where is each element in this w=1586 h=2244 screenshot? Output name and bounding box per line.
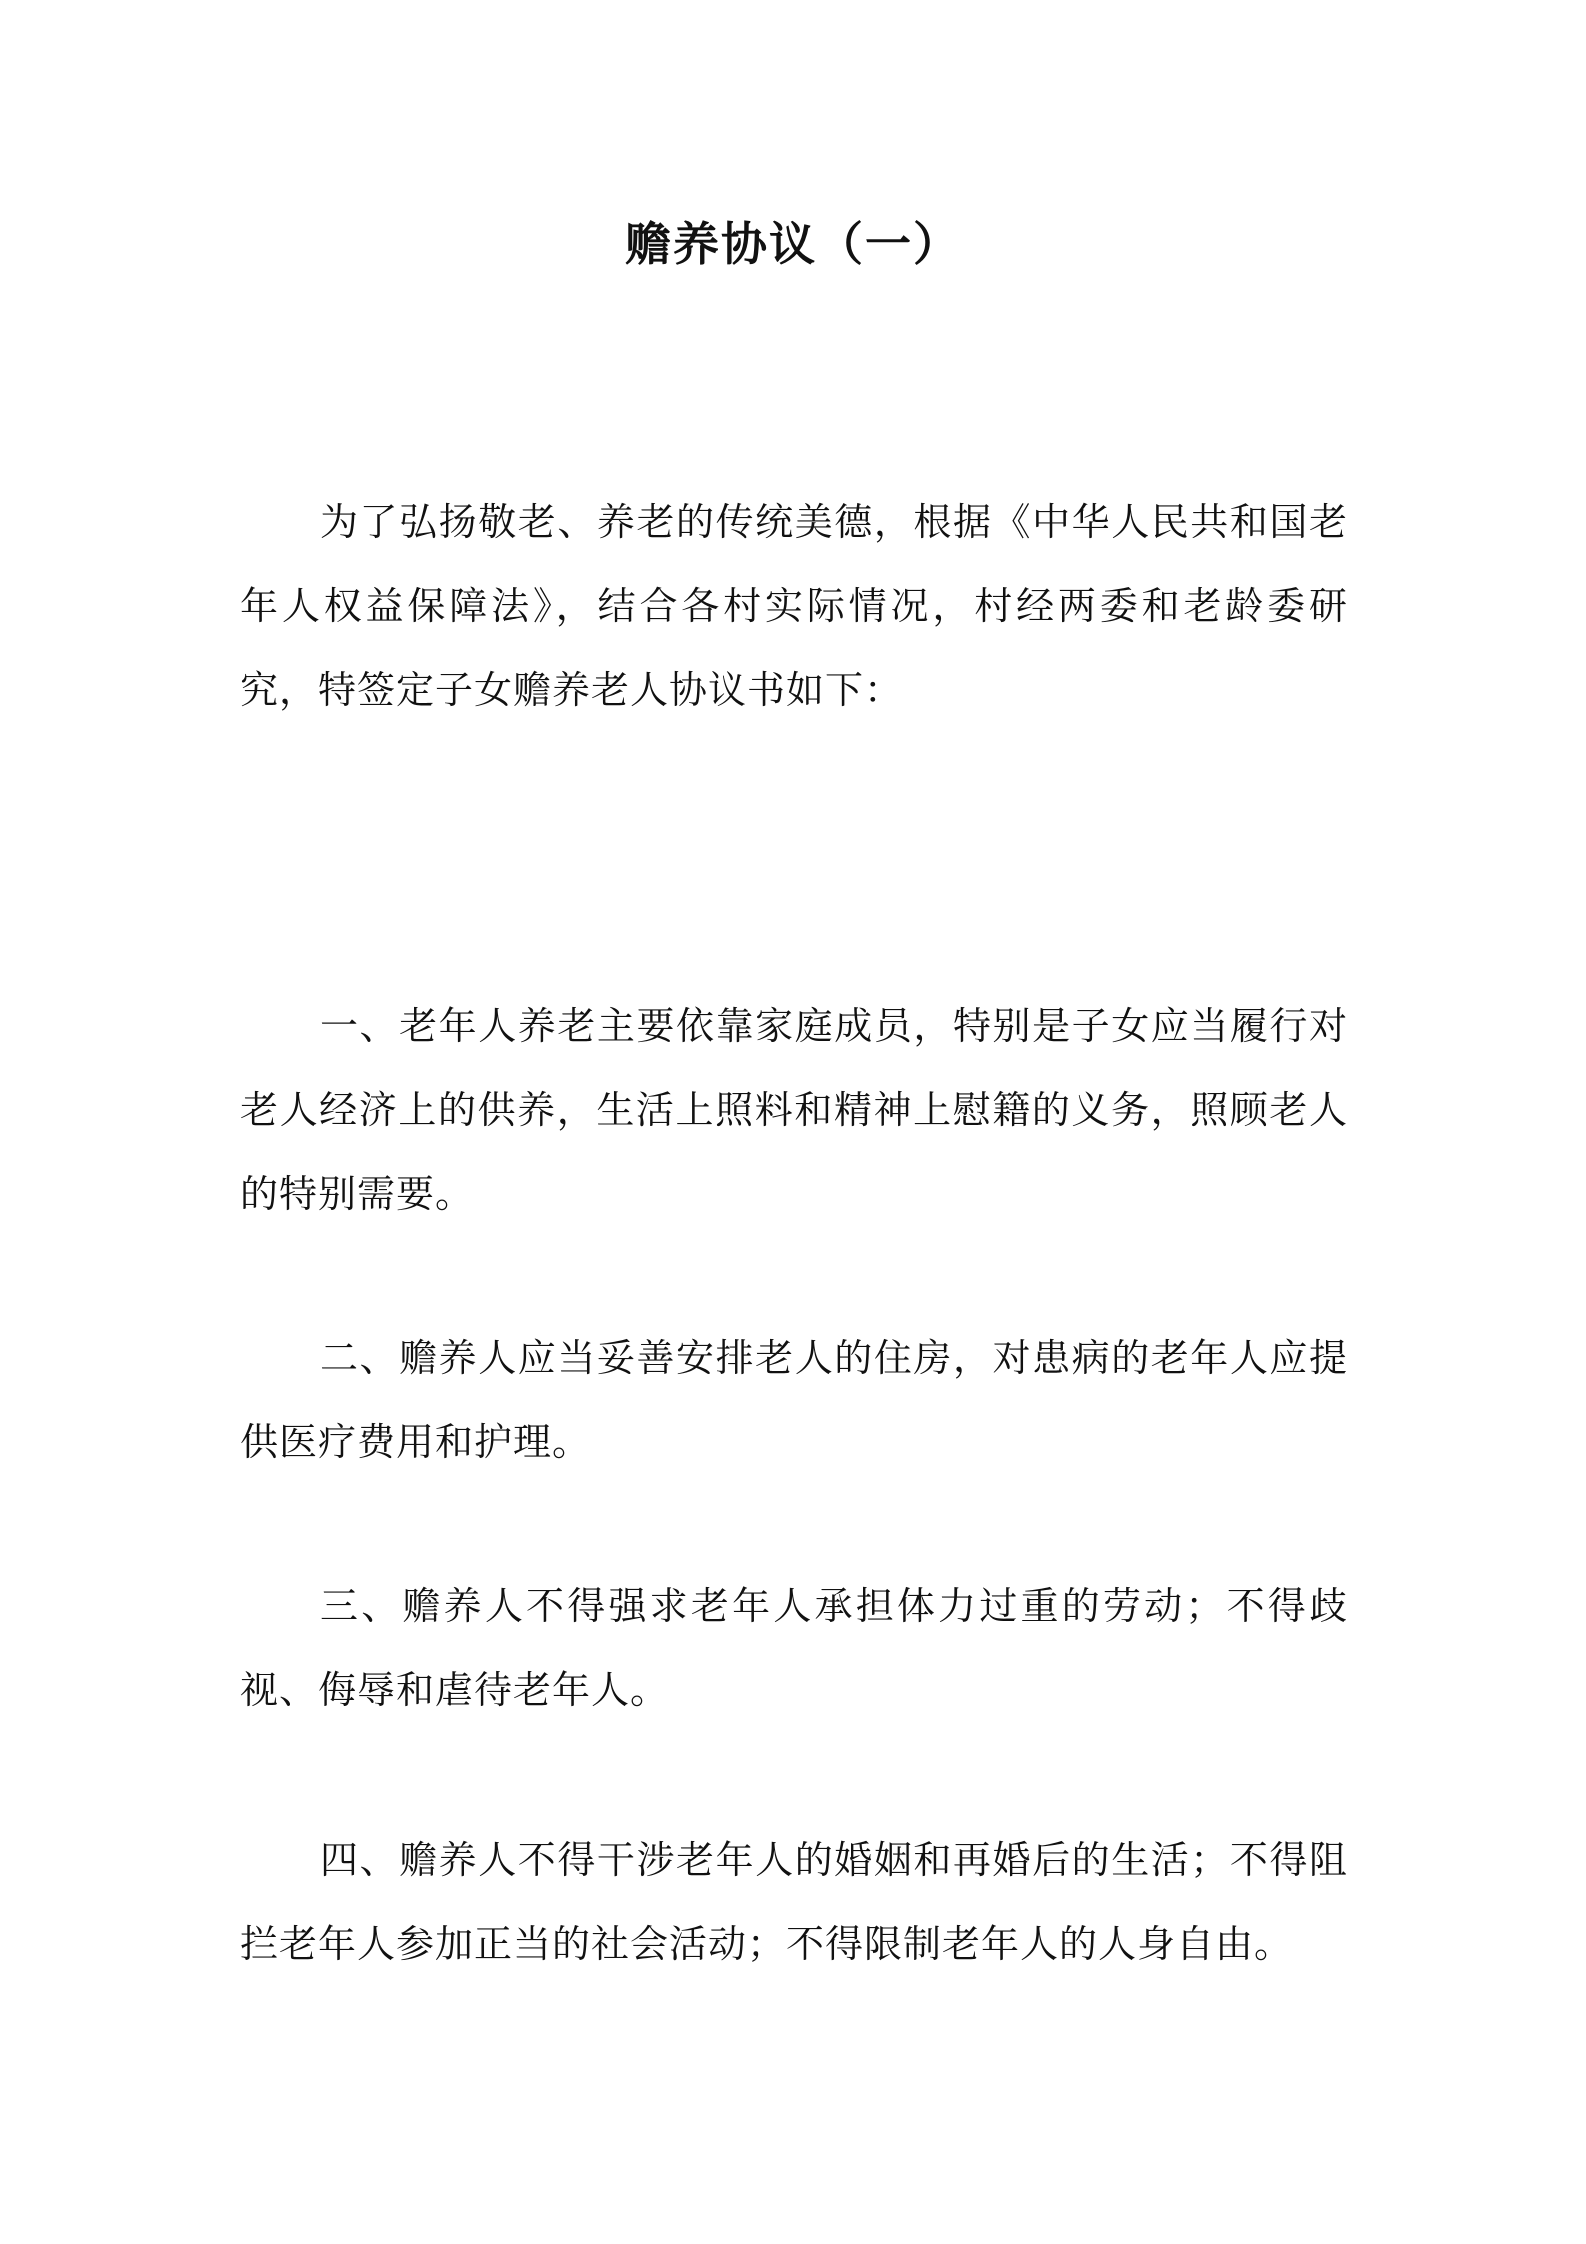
intro-paragraph: 为了弘扬敬老、养老的传统美德，根据《中华人民共和国老年人权益保障法》，结合各村实际情况，村经两委和老龄委研究，特签定子女赡养老人协议书如下： <box>240 500 1348 712</box>
clause-4: 四、赡养人不得干涉老年人的婚姻和再婚后的生活；不得阻拦老年人参加正当的社会活动；不得限制老年人的人身自由。 <box>240 1838 1348 1966</box>
document-title: 赡养协议（一） <box>625 217 961 271</box>
clause-1: 一、老年人养老主要依靠家庭成员，特别是子女应当履行对老人经济上的供养，生活上照料和精神上慰籍的义务，照顾老人的特别需要。 <box>240 1004 1348 1216</box>
clause-3: 三、赡养人不得强求老年人承担体力过重的劳动；不得歧视、侮辱和虐待老年人。 <box>240 1584 1348 1712</box>
clause-2: 二、赡养人应当妥善安排老人的住房，对患病的老年人应提供医疗费用和护理。 <box>240 1336 1348 1464</box>
